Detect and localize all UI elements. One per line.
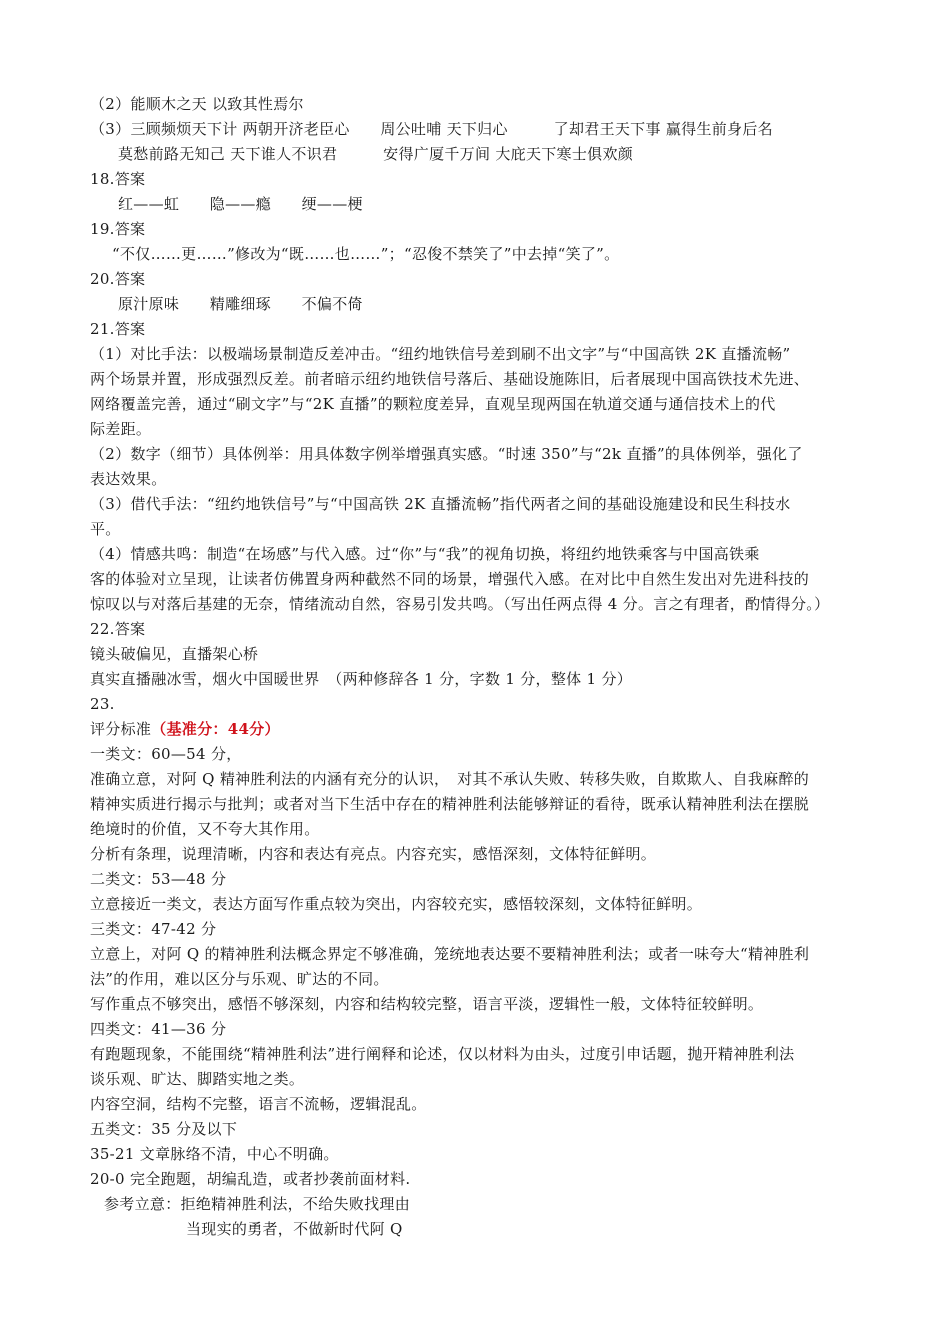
q23-line: 法”的作用，难以区分与乐观、旷达的不同。 <box>90 970 389 988</box>
q23-line: 四类文：41—36 分 <box>90 1020 227 1038</box>
reference-label: 参考立意： <box>104 1195 181 1213</box>
criteria-label: 评分标准 <box>90 720 152 738</box>
q21-line: 表达效果。 <box>90 470 167 488</box>
q23-line: 有跑题现象，不能围绕“精神胜利法”进行阐释和论述，仅以材料为由头，过度引申话题，抛开精神胜利法 <box>90 1045 795 1063</box>
q21-line: （1）对比手法：以极端场景制造反差冲击。“纽约地铁信号差到刷不出文字”与“中国高铁 2K 直播流畅” <box>90 345 791 363</box>
q22-heading: 22.答案 <box>90 620 146 638</box>
q23-line: 五类文：35 分及以下 <box>90 1120 238 1138</box>
q23-line: 绝境时的价值，又不夸大其作用。 <box>90 820 320 838</box>
q21-line: 网络覆盖完善，通过“刷文字”与“2K 直播”的颗粒度差异，直观呈现两国在轨道交通与通信技术上的代 <box>90 395 776 413</box>
q21-line: 惊叹以与对落后基建的无奈，情绪流动自然，容易引发共鸣。（写出任两点得 4 分。言之有理者，酌情得分。） <box>90 595 830 613</box>
q23-line: 二类文：53—48 分 <box>90 870 227 888</box>
q23-line: 20-0 完全跑题，胡编乱造，或者抄袭前面材料. <box>90 1170 411 1188</box>
base-score: （基准分：44分） <box>151 720 280 738</box>
q17-line-4: 莫愁前路无知己 天下谁人不识君 安得广厦千万间 大庇天下寒士俱欢颜 <box>118 145 634 163</box>
q23-line: 谈乐观、旷达、脚踏实地之类。 <box>90 1070 305 1088</box>
q23-line: 三类文：47-42 分 <box>90 920 217 938</box>
q23-line: 立意接近一类文，表达方面写作重点较为突出，内容较充实，感悟较深刻，文体特征鲜明。 <box>90 895 703 913</box>
q23-line: 精神实质进行揭示与批判；或者对当下生活中存在的精神胜利法能够辩证的看待，既承认精神胜利法在摆脱 <box>90 795 810 813</box>
q21-line: 平。 <box>90 520 121 538</box>
q21-line: 两个场景并置，形成强烈反差。前者暗示纽约地铁信号落后、基础设施陈旧，后者展现中国高铁技术先进、 <box>90 370 810 388</box>
q21-line: 客的体验对立呈现，让读者仿佛置身两种截然不同的场景，增强代入感。在对比中自然生发出对先进科技的 <box>90 570 810 588</box>
q23-line: 35-21 文章脉络不清，中心不明确。 <box>90 1145 339 1163</box>
q22-line-1: 镜头破偏见，直播架心桥 <box>90 645 259 663</box>
q18-answer: 红——虹 隐——瘾 绠——梗 <box>118 195 363 213</box>
q23-heading: 23. <box>90 695 115 713</box>
q17-line-2: （2）能顺木之天 以致其性焉尔 <box>90 95 304 113</box>
q21-line: （2）数字（细节）具体例举：用具体数字例举增强真实感。“时速 350”与“2k 直播”的具体例举，强化了 <box>90 445 803 463</box>
q23-line: 内容空洞，结构不完整，语言不流畅，逻辑混乱。 <box>90 1095 427 1113</box>
q23-line: 写作重点不够突出，感悟不够深刻，内容和结构较完整，语言平淡，逻辑性一般，文体特征较鲜明。 <box>90 995 764 1013</box>
q21-heading: 21.答案 <box>90 320 146 338</box>
q17-line-3: （3）三顾频烦天下计 两朝开济老臣心 周公吐哺 天下归心 了却君王天下事 赢得生前身后名 <box>90 120 773 138</box>
reference-2: 当现实的勇者，不做新时代阿 Q <box>186 1220 403 1238</box>
q21-line: （3）借代手法：“纽约地铁信号”与“中国高铁 2K 直播流畅”指代两者之间的基础设施建设和民生科技水 <box>90 495 791 513</box>
q22-line-2: 真实直播融冰雪，烟火中国暖世界 （两种修辞各 1 分，字数 1 分，整体 1 分） <box>90 670 633 688</box>
q19-heading: 19.答案 <box>90 220 146 238</box>
reference-line-1 <box>104 1193 410 1215</box>
q19-answer: “不仅……更……”修改为“既……也……”；“忍俊不禁笑了”中去掉“笑了”。 <box>112 245 620 263</box>
q21-line: 际差距。 <box>90 420 152 438</box>
q23-line: 准确立意，对阿 Q 精神胜利法的内涵有充分的认识， 对其不承认失败、转移失败，自欺欺人、自我麻醉的 <box>90 770 810 788</box>
q23-line: 一类文：60—54 分， <box>90 745 242 763</box>
q20-answer: 原汁原味 精雕细琢 不偏不倚 <box>118 295 363 313</box>
q18-heading: 18.答案 <box>90 170 146 188</box>
q23-criteria-line <box>90 718 280 740</box>
reference-1: 拒绝精神胜利法，不给失败找理由 <box>180 1195 411 1213</box>
q23-line: 立意上，对阿 Q 的精神胜利法概念界定不够准确，笼统地表达要不要精神胜利法；或者一味夸大“精神胜利 <box>90 945 810 963</box>
q23-line: 分析有条理，说理清晰，内容和表达有亮点。内容充实，感悟深刻，文体特征鲜明。 <box>90 845 657 863</box>
q21-line: （4）情感共鸣：制造“在场感”与代入感。过“你”与“我”的视角切换，将纽约地铁乘客与中国高铁乘 <box>90 545 760 563</box>
q20-heading: 20.答案 <box>90 270 146 288</box>
